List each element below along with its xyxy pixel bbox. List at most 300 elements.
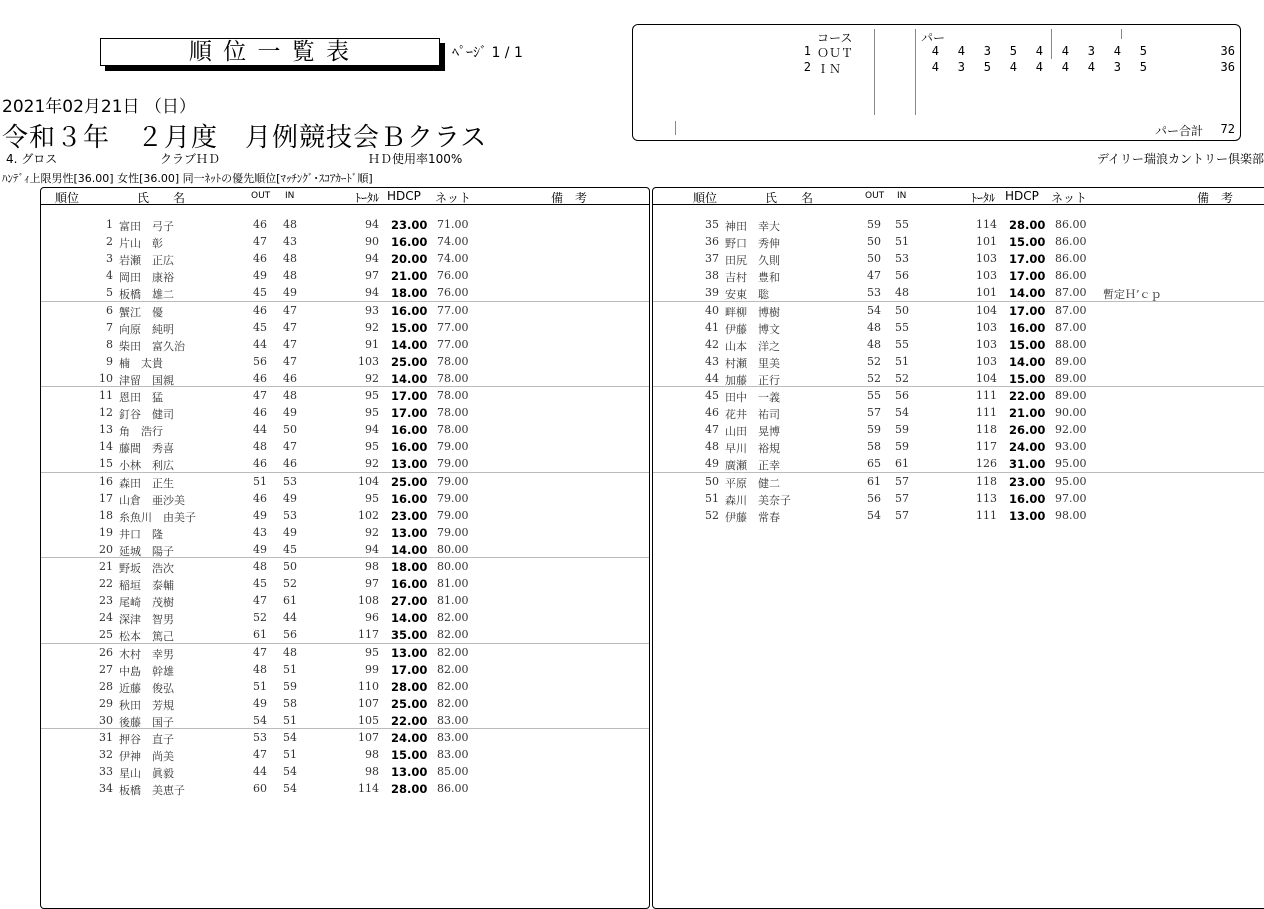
cell-total: 110 (358, 679, 379, 693)
cell-out: 46 (253, 252, 267, 266)
cell-out: 50 (867, 252, 881, 266)
table-row (41, 626, 649, 643)
cell-hdcp: 16.00 (391, 491, 428, 506)
event-title: 令和３年 ２月度 月例競技会Ｂクラス (2, 123, 488, 153)
cell-name: 野坂 浩次 (119, 562, 174, 575)
cell-out: 61 (253, 628, 267, 642)
cell-hdcp: 17.00 (1009, 252, 1046, 267)
table-row (653, 370, 1264, 387)
hole-par: 3 (957, 60, 965, 74)
cell-out: 46 (253, 457, 267, 471)
cell-total: 101 (976, 286, 997, 300)
table-row (41, 455, 649, 472)
cell-name: 釘谷 健司 (119, 408, 174, 422)
cell-rank: 5 (106, 286, 113, 300)
table-row (653, 336, 1264, 353)
cell-rank: 23 (99, 594, 113, 608)
table-row (41, 336, 649, 353)
table-row (41, 284, 649, 301)
cell-name: 藤間 秀喜 (119, 442, 174, 456)
col-hdcp: HDCP (387, 189, 421, 203)
course-header: コース (817, 31, 853, 45)
cell-net: 87.00 (1055, 320, 1087, 334)
cell-out: 59 (867, 218, 881, 231)
table-row (41, 319, 649, 336)
cell-rank: 39 (705, 286, 719, 300)
table-header (41, 188, 649, 205)
cell-out: 47 (253, 594, 267, 608)
cell-net: 92.00 (1055, 423, 1087, 437)
table-row (41, 267, 649, 284)
cell-out: 50 (867, 235, 881, 249)
cell-out: 53 (867, 286, 881, 300)
cell-total: 94 (365, 286, 379, 300)
col-hdcp: HDCP (1005, 189, 1039, 203)
cell-rank: 37 (705, 252, 719, 266)
cell-total: 92 (365, 371, 379, 385)
cell-name: 向原 純明 (119, 322, 174, 336)
cell-hdcp: 24.00 (391, 731, 428, 745)
table-row (41, 763, 649, 780)
cell-total: 94 (365, 423, 379, 437)
par-table (632, 24, 1241, 141)
cell-name: 後藤 国子 (119, 715, 174, 729)
cell-in: 57 (895, 491, 909, 505)
cell-net: 78.00 (437, 389, 469, 402)
cell-net: 98.00 (1055, 508, 1087, 522)
cell-net: 89.00 (1055, 354, 1087, 368)
cell-in: 59 (283, 679, 297, 693)
report-title: 順 位 一 覧 表 (100, 38, 440, 66)
cell-name: 森田 正生 (119, 476, 174, 490)
cell-hdcp: 15.00 (1009, 235, 1046, 250)
table-row (653, 490, 1264, 507)
cell-rank: 16 (99, 474, 113, 488)
cell-name: 楠 太貴 (119, 356, 163, 370)
cell-total: 101 (976, 235, 997, 249)
cell-total: 92 (365, 525, 379, 539)
cell-out: 53 (253, 731, 267, 744)
cell-name: 早川 裕規 (725, 442, 780, 456)
cell-in: 47 (283, 320, 297, 334)
table-row (41, 609, 649, 626)
cell-rank: 40 (705, 303, 719, 317)
cell-out: 49 (253, 542, 267, 556)
cell-in: 52 (895, 371, 909, 385)
event-date: 2021年02月21日 （日） (2, 97, 196, 117)
table-row (653, 284, 1264, 301)
cell-rank: 18 (99, 508, 113, 522)
cell-hdcp: 13.00 (1009, 508, 1046, 523)
cell-in: 50 (895, 303, 909, 317)
cell-total: 114 (358, 782, 379, 796)
cell-net: 82.00 (437, 645, 469, 659)
hole-par: 4 (931, 60, 939, 74)
cell-hdcp: 15.00 (391, 748, 428, 763)
cell-out: 51 (253, 474, 267, 488)
cell-out: 54 (253, 713, 267, 727)
cell-name: 恩田 猛 (119, 391, 163, 404)
cell-total: 113 (976, 491, 997, 505)
cell-hdcp: 20.00 (391, 252, 428, 267)
cell-in: 44 (283, 611, 297, 625)
cell-hdcp: 17.00 (391, 389, 428, 403)
subheader (0, 150, 1264, 166)
cell-net: 95.00 (1055, 474, 1087, 488)
cell-net: 74.00 (437, 235, 469, 249)
hole-par: 5 (1009, 44, 1017, 58)
cell-rank: 35 (705, 218, 719, 231)
cell-name: 廣瀬 正幸 (725, 459, 780, 473)
cell-total: 99 (365, 662, 379, 676)
cell-total: 126 (976, 457, 997, 471)
cell-net: 95.00 (1055, 457, 1087, 471)
cell-out: 48 (867, 337, 881, 351)
cell-net: 88.00 (1055, 337, 1087, 351)
cell-in: 59 (895, 440, 909, 454)
cell-in: 51 (895, 235, 909, 249)
cell-net: 82.00 (437, 696, 469, 710)
cell-net: 87.00 (1055, 303, 1087, 317)
cell-hdcp: 14.00 (1009, 354, 1046, 369)
ranking-table-left (40, 187, 650, 909)
ranking-table-right (652, 187, 1264, 909)
col-out: OUT (251, 191, 271, 201)
cell-rank: 31 (99, 731, 113, 744)
cell-in: 56 (283, 628, 297, 642)
cell-rank: 21 (99, 560, 113, 573)
course-number: 2 (803, 60, 811, 74)
hole-par: 4 (1087, 60, 1095, 74)
cell-total: 92 (365, 457, 379, 471)
cell-out: 46 (253, 491, 267, 505)
cell-hdcp: 23.00 (391, 218, 428, 232)
col-total: ﾄｰﾀﾙ (971, 191, 996, 205)
cell-net: 77.00 (437, 303, 469, 317)
cell-hdcp: 16.00 (1009, 320, 1046, 335)
cell-total: 92 (365, 320, 379, 334)
cell-rank: 26 (99, 645, 113, 659)
cell-in: 55 (895, 337, 909, 351)
cell-net: 82.00 (437, 662, 469, 676)
cell-out: 56 (867, 491, 881, 505)
cell-name: 秋田 芳規 (119, 698, 174, 712)
cell-in: 48 (283, 389, 297, 402)
cell-out: 47 (867, 269, 881, 283)
cell-total: 94 (365, 542, 379, 556)
cell-rank: 38 (705, 269, 719, 283)
cell-out: 49 (253, 269, 267, 283)
cell-name: 片山 彰 (119, 237, 163, 251)
cell-rank: 27 (99, 662, 113, 676)
cell-hdcp: 26.00 (1009, 423, 1046, 438)
cell-total: 108 (358, 594, 379, 608)
cell-in: 51 (283, 748, 297, 762)
cell-total: 95 (365, 491, 379, 505)
cell-out: 45 (253, 577, 267, 591)
cell-name: 糸魚川 由美子 (119, 510, 196, 524)
cell-total: 104 (358, 474, 379, 488)
course-number: 1 (803, 44, 811, 58)
cell-in: 53 (283, 474, 297, 488)
cell-in: 54 (895, 406, 909, 420)
cell-hdcp: 25.00 (391, 474, 428, 489)
cell-rank: 10 (99, 371, 113, 385)
cell-in: 47 (283, 354, 297, 368)
cell-in: 53 (283, 508, 297, 522)
cell-in: 55 (895, 218, 909, 231)
cell-out: 44 (253, 337, 267, 351)
cell-net: 81.00 (437, 594, 469, 608)
cell-hdcp: 25.00 (391, 354, 428, 369)
cell-rank: 33 (99, 765, 113, 779)
table-row (41, 404, 649, 421)
cell-out: 45 (253, 320, 267, 334)
cell-hdcp: 13.00 (391, 765, 428, 780)
cell-hdcp: 21.00 (1009, 406, 1046, 421)
cell-out: 47 (253, 645, 267, 659)
cell-out: 47 (253, 235, 267, 249)
cell-hdcp: 17.00 (391, 662, 428, 677)
cell-out: 59 (867, 423, 881, 437)
cell-name: 伊藤 博文 (725, 322, 780, 336)
cell-net: 90.00 (1055, 406, 1087, 420)
cell-net: 86.00 (1055, 252, 1087, 266)
table-row (41, 661, 649, 678)
col-total: ﾄｰﾀﾙ (355, 191, 380, 205)
cell-total: 95 (365, 440, 379, 454)
cell-hdcp: 15.00 (1009, 337, 1046, 352)
cell-hdcp: 17.00 (1009, 269, 1046, 284)
cell-hdcp: 16.00 (391, 577, 428, 592)
hole-par: 3 (1087, 44, 1095, 58)
col-name: 氏 名 (137, 191, 186, 205)
cell-total: 117 (358, 628, 379, 642)
cell-out: 61 (867, 474, 881, 488)
cell-out: 47 (253, 748, 267, 762)
club-name: デイリー瑞浪カントリー倶楽部 (1096, 152, 1264, 166)
cell-name: 山田 晃博 (725, 425, 780, 439)
cell-net: 89.00 (1055, 371, 1087, 385)
cell-net: 78.00 (437, 423, 469, 437)
cell-hdcp: 27.00 (391, 594, 428, 609)
cell-hdcp: 13.00 (391, 645, 428, 660)
cell-total: 103 (358, 354, 379, 368)
cell-rank: 20 (99, 542, 113, 556)
cell-out: 48 (253, 560, 267, 573)
table-row (41, 712, 649, 729)
cell-rank: 52 (705, 508, 719, 522)
cell-hdcp: 16.00 (391, 440, 428, 455)
cell-total: 90 (365, 235, 379, 249)
cell-in: 48 (283, 252, 297, 266)
cell-out: 51 (253, 679, 267, 693)
cell-hdcp: 21.00 (391, 269, 428, 284)
cell-in: 46 (283, 457, 297, 471)
cell-rank: 8 (106, 337, 113, 351)
cell-rank: 44 (705, 371, 719, 385)
cell-rank: 51 (705, 491, 719, 505)
hole-par: 3 (983, 44, 991, 58)
cell-out: 48 (867, 320, 881, 334)
cell-rank: 22 (99, 577, 113, 591)
cell-name: 花井 祐司 (725, 408, 780, 422)
cell-in: 54 (283, 731, 297, 744)
cell-net: 83.00 (437, 731, 469, 744)
cell-name: 伊神 尚美 (119, 750, 174, 764)
cell-rank: 36 (705, 235, 719, 249)
cell-name: 富田 弓子 (119, 220, 174, 233)
cell-net: 79.00 (437, 508, 469, 522)
cell-in: 52 (283, 577, 297, 591)
cell-total: 114 (976, 218, 997, 231)
cell-in: 47 (283, 303, 297, 317)
cell-rank: 28 (99, 679, 113, 693)
cell-rank: 41 (705, 320, 719, 334)
cell-out: 45 (253, 286, 267, 300)
cell-net: 86.00 (1055, 269, 1087, 283)
cell-total: 103 (976, 337, 997, 351)
cell-total: 97 (365, 577, 379, 591)
table-row (41, 438, 649, 455)
cell-net: 82.00 (437, 611, 469, 625)
cell-rank: 11 (99, 389, 113, 402)
cell-hdcp: 22.00 (1009, 389, 1046, 403)
cell-name: 岡田 康裕 (119, 271, 174, 285)
cell-name: 安東 聡 (725, 288, 769, 302)
table-row (653, 302, 1264, 319)
cell-in: 51 (283, 713, 297, 727)
hole-par: 4 (1113, 44, 1121, 58)
table-row (653, 473, 1264, 490)
cell-net: 81.00 (437, 577, 469, 591)
cell-out: 54 (867, 303, 881, 317)
cell-in: 51 (283, 662, 297, 676)
col-in: IN (285, 191, 295, 201)
par-total-label: パー合計 (1155, 124, 1204, 138)
cell-in: 58 (283, 696, 297, 710)
hole-par: 4 (1009, 60, 1017, 74)
cell-name: 森川 美奈子 (725, 493, 791, 507)
cell-rank: 42 (705, 337, 719, 351)
cell-hdcp: 13.00 (391, 525, 428, 540)
cell-out: 48 (253, 440, 267, 454)
cell-hdcp: 25.00 (391, 696, 428, 711)
table-row (41, 370, 649, 387)
course-par-total: 36 (1220, 44, 1235, 58)
table-row (41, 421, 649, 438)
cell-total: 94 (365, 252, 379, 266)
table-row (41, 302, 649, 319)
cell-total: 95 (365, 645, 379, 659)
cell-name: 津留 国親 (119, 373, 174, 387)
cell-net: 78.00 (437, 406, 469, 420)
cell-name: 星山 眞毅 (119, 767, 174, 781)
hole-par: 4 (957, 44, 965, 58)
cell-total: 98 (365, 748, 379, 762)
cell-rank: 14 (99, 440, 113, 454)
cell-hdcp: 22.00 (391, 713, 428, 728)
cell-hdcp: 15.00 (1009, 371, 1046, 386)
cell-rank: 45 (705, 389, 719, 402)
table-row (653, 233, 1264, 250)
cell-total: 105 (358, 713, 379, 727)
cell-out: 56 (253, 354, 267, 368)
table-row (41, 592, 649, 609)
cell-out: 47 (253, 389, 267, 402)
cell-net: 78.00 (437, 371, 469, 385)
cell-out: 49 (253, 696, 267, 710)
hole-par: 5 (983, 60, 991, 74)
cell-out: 52 (867, 371, 881, 385)
cell-total: 107 (358, 731, 379, 744)
cell-name: 尾崎 茂樹 (119, 596, 174, 610)
cell-name: 押谷 直子 (119, 733, 174, 746)
cell-out: 65 (867, 457, 881, 471)
cell-rank: 49 (705, 457, 719, 471)
table-row (41, 524, 649, 541)
cell-in: 57 (895, 508, 909, 522)
cell-rank: 43 (705, 354, 719, 368)
cell-net: 79.00 (437, 457, 469, 471)
par-header: パー (921, 31, 946, 45)
cell-name: 松本 篤己 (119, 630, 174, 644)
cell-in: 48 (283, 218, 297, 231)
cell-total: 98 (365, 765, 379, 779)
cell-in: 49 (283, 491, 297, 505)
cell-name: 井口 隆 (119, 527, 163, 541)
col-in: IN (897, 191, 907, 201)
cell-net: 78.00 (437, 354, 469, 368)
cell-hdcp: 16.00 (391, 423, 428, 438)
cell-rank: 32 (99, 748, 113, 762)
cell-hdcp: 31.00 (1009, 457, 1046, 472)
cell-in: 49 (283, 525, 297, 539)
cell-rank: 7 (106, 320, 113, 334)
cell-name: 村瀬 里美 (725, 356, 780, 370)
cell-out: 52 (867, 354, 881, 368)
cell-in: 48 (895, 286, 909, 300)
cell-in: 45 (283, 542, 297, 556)
table-row (41, 387, 649, 404)
col-rank: 順位 (693, 191, 718, 205)
cell-total: 111 (976, 406, 997, 420)
cell-rank: 9 (106, 354, 113, 368)
cell-hdcp: 16.00 (391, 235, 428, 250)
cell-in: 51 (895, 354, 909, 368)
cell-hdcp: 14.00 (391, 611, 428, 626)
hole-par: 5 (1139, 44, 1147, 58)
cell-name: 吉村 豊和 (725, 271, 780, 285)
cell-hdcp: 13.00 (391, 457, 428, 472)
cell-in: 50 (283, 423, 297, 437)
cell-in: 50 (283, 560, 297, 573)
cell-net: 86.00 (437, 782, 469, 796)
cell-rank: 15 (99, 457, 113, 471)
page-indicator: ﾍﾟｰｼﾞ 1 / 1 (452, 45, 523, 61)
cell-hdcp: 17.00 (391, 406, 428, 421)
cell-hdcp: 16.00 (391, 303, 428, 318)
cell-name: 小林 利広 (119, 459, 174, 473)
hole-par: 4 (1061, 60, 1069, 74)
cell-net: 89.00 (1055, 389, 1087, 402)
hole-par: 4 (1035, 44, 1043, 58)
cell-out: 43 (253, 525, 267, 539)
cell-rank: 4 (106, 269, 113, 283)
course-name: ＩＮ (817, 62, 842, 76)
cell-name: 角 浩行 (119, 425, 163, 439)
table-row (653, 216, 1264, 233)
